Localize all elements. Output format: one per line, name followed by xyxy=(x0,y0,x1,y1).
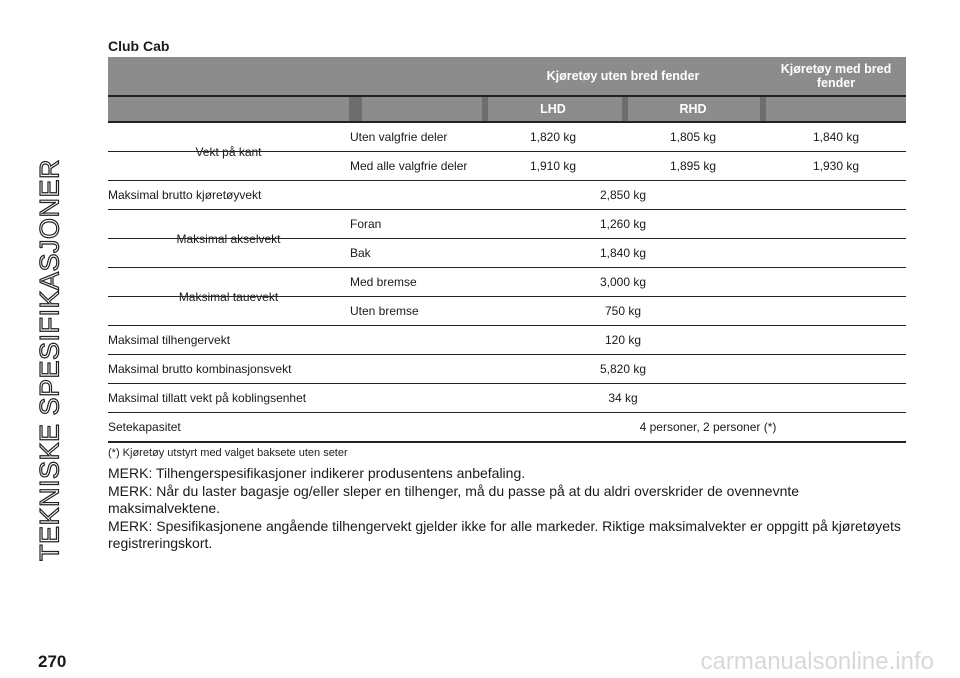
notes-block xyxy=(108,465,908,553)
header-spacer xyxy=(760,97,766,121)
header-spacer xyxy=(349,97,362,121)
note-paragraph: MERK: Spesifikasjonene angående tilhengervekt gjelder ikke for alle markeder. Riktige maksimalvekter er oppgitt på kjøretøyets registreringskort. xyxy=(108,517,901,551)
table-row-curb-weight xyxy=(108,123,906,181)
weights-table xyxy=(108,57,906,443)
section-title: Club Cab xyxy=(108,38,170,54)
table-subrow xyxy=(108,296,906,325)
cell-rhd: 1,805 kg xyxy=(669,130,717,144)
table-row-gcw xyxy=(108,355,906,384)
page-number: 270 xyxy=(38,652,67,671)
subrow-label: Uten bremse xyxy=(350,304,419,318)
subrow-label: Bak xyxy=(350,246,371,260)
subrow-value: 750 kg xyxy=(604,304,642,318)
row-label: Maksimal brutto kjøretøyvekt xyxy=(108,188,262,202)
row-label: Maksimal akselvekt xyxy=(176,231,281,246)
subrow-label: Uten valgfrie deler xyxy=(350,130,448,144)
row-label: Maksimal tilhengervekt xyxy=(108,333,231,347)
table-row-trailer-weight xyxy=(108,326,906,355)
subrow-value: 1,260 kg xyxy=(599,217,647,231)
table-subrow xyxy=(108,210,906,238)
table-subrow xyxy=(108,151,906,180)
note-paragraph: MERK: Tilhengerspesifikasjoner indikerer produsentens anbefaling. xyxy=(108,465,526,481)
chapter-side-title: TEKNISKE SPESIFIKASJONER xyxy=(34,158,65,562)
header-lhd: LHD xyxy=(540,102,566,116)
row-label: Setekapasitet xyxy=(108,420,181,434)
note-paragraph: MERK: Når du laster bagasje og/eller sleper en tilhenger, må du passe på at du aldri overskrider de ovennevnte maksimalvektene. xyxy=(108,482,800,516)
row-label: Maksimal tauevekt xyxy=(178,289,279,304)
subrow-value: 3,000 kg xyxy=(599,275,647,289)
subrow-label: Med alle valgfrie deler xyxy=(350,159,468,173)
table-row-towing-weight xyxy=(108,268,906,326)
table-header-row xyxy=(108,57,906,97)
table-row-seating xyxy=(108,413,906,443)
cell-lhd: 1,910 kg xyxy=(529,159,577,173)
row-value: 5,820 kg xyxy=(599,362,647,376)
table-row-gvw xyxy=(108,181,906,210)
cell-wide: 1,840 kg xyxy=(812,130,860,144)
table-row-axle-weight xyxy=(108,210,906,268)
table-subrow xyxy=(108,268,906,296)
subrow-label: Foran xyxy=(350,217,382,231)
row-value: 120 kg xyxy=(604,333,642,347)
header-standard-fender: Kjøretøy uten bred fender xyxy=(546,69,700,83)
row-label: Vekt på kant xyxy=(195,144,262,159)
table-subrow xyxy=(108,123,906,151)
watermark: carmanualsonline.info xyxy=(700,648,934,675)
table-row-coupling-weight xyxy=(108,384,906,413)
header-rhd: RHD xyxy=(679,102,707,116)
subrow-label: Med bremse xyxy=(350,275,417,289)
row-value: 34 kg xyxy=(608,391,638,405)
row-value: 2,850 kg xyxy=(599,188,647,202)
table-subrow xyxy=(108,238,906,267)
table-footnote: (*) Kjøretøy utstyrt med valget baksete uten seter xyxy=(108,447,348,459)
table-subheader-row xyxy=(108,97,906,123)
cell-lhd: 1,820 kg xyxy=(529,130,577,144)
row-label: Maksimal brutto kombinasjonsvekt xyxy=(108,362,292,376)
header-wide-fender: Kjøretøy med bred fender xyxy=(780,62,892,90)
row-value: 4 personer, 2 personer (*) xyxy=(639,420,777,434)
cell-rhd: 1,895 kg xyxy=(669,159,717,173)
cell-wide: 1,930 kg xyxy=(812,159,860,173)
subrow-value: 1,840 kg xyxy=(599,246,647,260)
row-label: Maksimal tillatt vekt på koblingsenhet xyxy=(108,391,307,405)
